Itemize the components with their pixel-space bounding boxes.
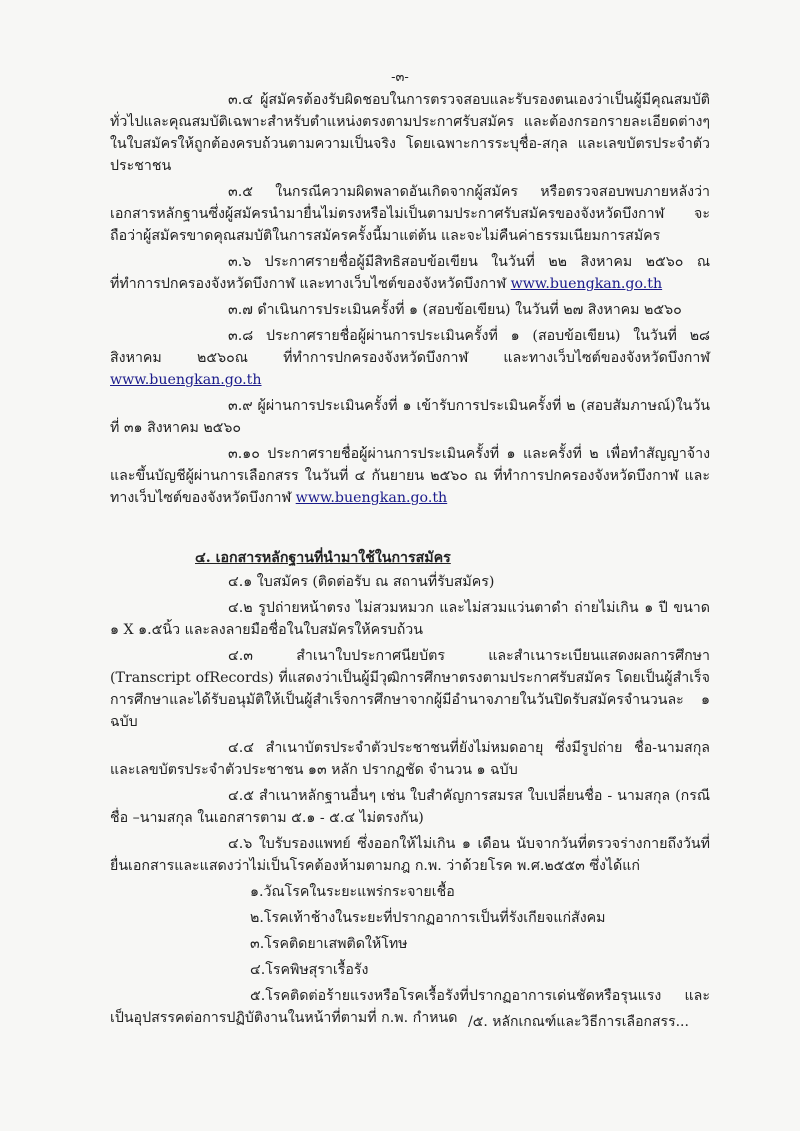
clause-3-10: ๓.๑๐ ประกาศรายชื่อผู้ผ่านการประเมินครั้งที่ ๑ และครั้งที่ ๒ เพื่อทำสัญญาจ้างและขึ้นบัญชีผู้ผ่านการเลือกสรร ในวันที่ ๔ กันยายน ๒๕๖๐ ณ ที่ทำการปกครองจังหวัดบึงกาฬ และทางเว็บไซต์ของจังหวัดบึงกาฬ www.buengkan.go.th [110,446,710,506]
disease-item: ๑.วัณโรคในระยะแพร่กระจายเชื้อ [250,884,455,900]
page-content [110,89,710,1033]
website-link[interactable]: www.buengkan.go.th [295,490,448,506]
clause-4-5: ๔.๕ สำเนาหลักฐานอื่นๆ เช่น ใบสำคัญการสมรส ใบเปลี่ยนชื่อ - นามสกุล (กรณีชื่อ –นามสกุล ในเอกสารตาม ๕.๑ - ๕.๔ ไม่ตรงกัน) [110,788,710,826]
clause-3-9: ๓.๙ ผู้ผ่านการประเมินครั้งที่ ๑ เข้ารับการประเมินครั้งที่ ๒ (สอบสัมภาษณ์)ในวันที่ ๓๑ สิงหาคม ๒๕๖๐ [110,398,710,436]
disease-item: ๔.โรคพิษสุราเรื้อรัง [250,962,369,978]
clause-4-1: ๔.๑ ใบสมัคร (ติดต่อรับ ณ สถานที่รับสมัคร) [228,574,495,590]
website-link[interactable]: www.buengkan.go.th [110,372,262,388]
clause-3-5: ๓.๕ ในกรณีความผิดพลาดอันเกิดจากผู้สมัคร หรือตรวจสอบพบภายหลังว่าเอกสารหลักฐานซึ่งผู้สมัครนำมายื่นไม่ตรงหรือไม่เป็นตามประกาศรับสมัครของจังหวัดบึงกาฬ จะถือว่าผู้สมัครขาดคุณสมบัติในการสมัครครั้งนี้มาแต่ต้น และจะไม่คืนค่าธรรมเนียมการสมัคร [110,184,710,244]
disease-item: ๓.โรคติดยาเสพติดให้โทษ [250,936,408,952]
section-4-list [110,571,710,877]
clause-4-3: ๔.๓ สำเนาใบประกาศนียบัตร และสำเนาระเบียนแสดงผลการศึกษา (Transcript ofRecords) ที่แสดงว่าเป็นผู้มีวุฒิการศึกษาตรงตามประกาศรับสมัคร โดยเป็นผู้สำเร็จการศึกษาและได้รับอนุมัติให้เป็นผู้สำเร็จการศึกษาจากผู้มีอำนาจภายในวันปิดรับสมัครจำนวนละ ๑ ฉบับ [110,648,710,730]
clause-4-4: ๔.๔ สำเนาบัตรประจำตัวประชาชนที่ยังไม่หมดอายุ ซึ่งมีรูปถ่าย ชื่อ-นามสกุล และเลขบัตรประจำตัวประชาชน ๑๓ หลัก ปรากฏชัด จำนวน ๑ ฉบับ [110,740,710,778]
section-4-heading: ๔. เอกสารหลักฐานที่นำมาใช้ในการสมัคร [195,550,451,566]
clause-3-6: ๓.๖ ประกาศรายชื่อผู้มีสิทธิสอบข้อเขียน ในวันที่ ๒๒ สิงหาคม ๒๕๖๐ ณ ที่ทำการปกครองจังหวัดบึงกาฬ และทางเว็บไซต์ของจังหวัดบึงกาฬ www.buengkan.go.th [110,254,710,292]
clause-4-2: ๔.๒ รูปถ่ายหน้าตรง ไม่สวมหมวก และไม่สวมแว่นตาดำ ถ่ายไม่เกิน ๑ ปี ขนาด ๑ X ๑.๕นิ้ว และลงลายมือชื่อในใบสมัครให้ครบถ้วน [110,600,710,638]
clause-3-8: ๓.๘ ประกาศรายชื่อผู้ผ่านการประเมินครั้งที่ ๑ (สอบข้อเขียน) ในวันที่ ๒๘ สิงหาคม ๒๕๖๐ณ ที่ทำการปกครองจังหวัดบึงกาฬ และทางเว็บไซต์ของจังหวัดบึงกาฬ www.buengkan.go.th [110,328,711,388]
disease-item-5: ๕.โรคติดต่อร้ายแรงหรือโรคเรื้อรังที่ปรากฏอาการเด่นชัดหรือรุนแรง และเป็นอุปสรรคต่อการปฏิบัติงานในหน้าที่ตามที่ ก.พ. กำหนด [110,988,710,1026]
section-3-list [110,89,710,509]
disease-list [110,881,710,1029]
page-number: -๓- [391,70,409,85]
clause-3-7: ๓.๗ ดำเนินการประเมินครั้งที่ ๑ (สอบข้อเขียน) ในวันที่ ๒๗ สิงหาคม ๒๕๖๐ [228,302,682,318]
clause-4-6: ๔.๖ ใบรับรองแพทย์ ซึ่งออกให้ไม่เกิน ๑ เดือน นับจากวันที่ตรวจร่างกายถึงวันที่ยื่นเอกสารและแสดงว่าไม่เป็นโรคต้องห้ามตามกฎ ก.พ. ว่าด้วยโรค พ.ศ.๒๕๕๓ ซึ่งได้แก่ [110,836,710,874]
clause-3-4: ๓.๔ ผู้สมัครต้องรับผิดชอบในการตรวจสอบและรับรองตนเองว่าเป็นผู้มีคุณสมบัติทั่วไปและคุณสมบัติเฉพาะสำหรับตำแหน่งตรงตามประกาศรับสมัคร และต้องกรอกรายละเอียดต่างๆในใบสมัครให้ถูกต้องครบถ้วนตามความเป็นจริง โดยเฉพาะการระบุชื่อ-สกุล และเลขบัตรประจำตัวประชาชน [110,92,710,174]
continuation-note: /๕. หลักเกณฑ์และวิธีการเลือกสรร... [468,1014,689,1030]
disease-item: ๒.โรคเท้าช้างในระยะที่ปรากฏอาการเป็นที่รังเกียจแก่สังคม [250,910,606,926]
website-link[interactable]: www.buengkan.go.th [510,276,663,292]
